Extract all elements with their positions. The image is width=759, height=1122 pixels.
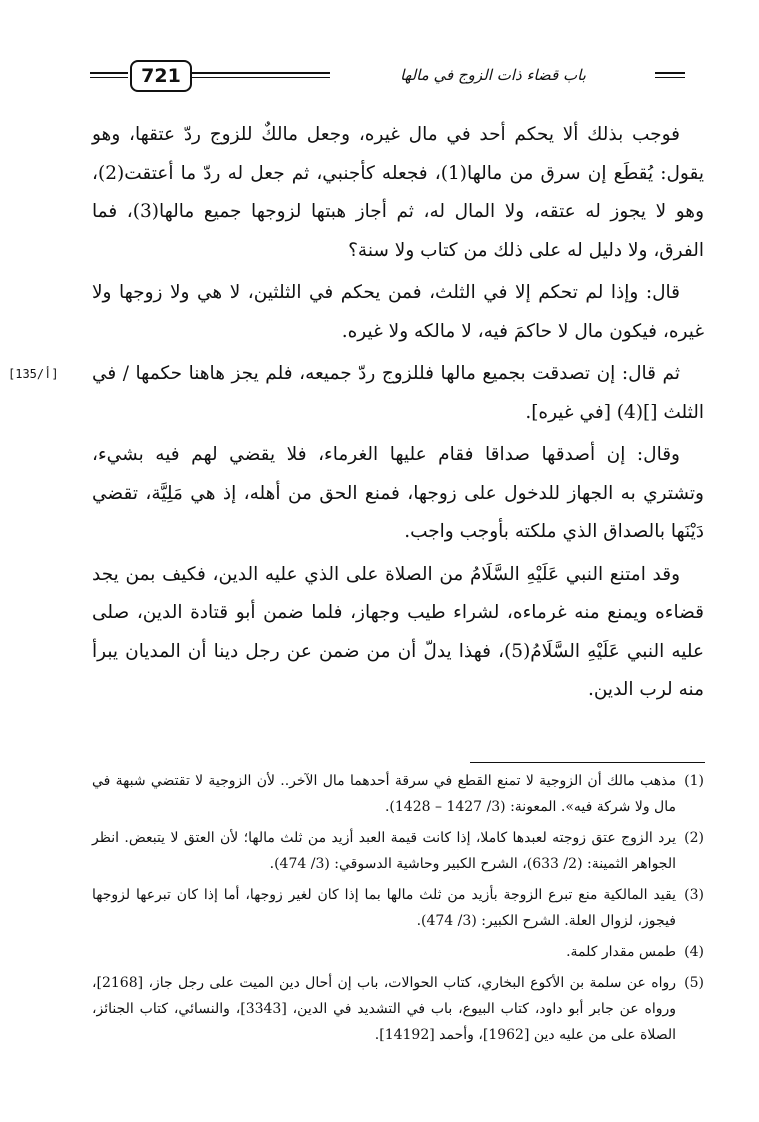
footnote-number: (4) xyxy=(684,944,704,960)
footnote-text: يقيد المالكية منع تبرع الزوجة بأزيد من ثلث مالها بما إذا كان لغير زوجها، أما إذا كان تبرعها لزوجها فيجوز، لزوال العلة. الشرح الكبير: (3/ 474). xyxy=(92,887,676,929)
footnote xyxy=(92,768,704,820)
footnote xyxy=(92,882,704,934)
footnote xyxy=(92,939,704,965)
footnote xyxy=(92,970,704,1048)
footnote-number: (2) xyxy=(684,830,704,846)
paragraph: وقال: إن أصدقها صداقا فقام عليها الغرماء، فلا يقضي لهم فيه بشيء، وتشتري به الجهاز للدخول على زوجها، فمنع الحق من أهله، إذ هي مَلِيَّة، تقضي دَيْنَها بالصداق الذي ملكته بأوجب واجب. xyxy=(92,444,704,542)
footnote-text: يرد الزوج عتق زوجته لعبدها كاملا، إذا كانت قيمة العبد أزيد من ثلث مالها؛ لأن العتق لا يتبعض. انظر الجواهر الثمينة: (2/ 633)، الشرح الكبير وحاشية الدسوقي: (3/ 474). xyxy=(92,830,676,872)
footnote-text: رواه عن سلمة بن الأكوع البخاري، كتاب الحوالات، باب إن أحال دين الميت على رجل جاز، [2168]، ورواه عن جابر أبو داود، كتاب البيوع، باب في التشديد في الدين، [3343]، والنسائي، كتاب الجنائز، الصلاة على من عليه دين [1962]، وأحمد [14192]. xyxy=(92,975,676,1043)
manuscript-folio-marker: [135/أ] xyxy=(8,367,59,381)
page-header xyxy=(90,60,685,92)
paragraph: فوجب بذلك ألا يحكم أحد في مال غيره، وجعل مالكٌ للزوج ردّ عتقها، وهو يقول: يُقطَع إن سرق من مالها(1)، فجعله كأجنبي، ثم جعل له ردّ ما أعتقت(2)، وهو لا يجوز له عتقه، ولا المال له، ثم أجاز هبتها لزوجها جميع مالها(3)، فما الفرق، ولا دليل له على ذلك من كتاب ولا سنة؟ xyxy=(92,124,704,261)
running-title: باب قضاء ذات الزوج في مالها xyxy=(400,66,586,84)
header-rule-middle xyxy=(190,72,330,78)
paragraph: ثم قال: إن تصدقت بجميع مالها فللزوج ردّ جميعه، فلم يجز هاهنا حكمها / في الثلث [](4) [في غيره]. xyxy=(92,363,704,423)
footnote-number: (1) xyxy=(684,773,704,789)
footnotes xyxy=(92,768,704,1053)
paragraph: وقد امتنع النبي عَلَيْهِ السَّلَامُ من الصلاة على الذي عليه الدين، فكيف بمن يجد قضاءه ويمنع منه غرماءه، لشراء طيب وجهاز، فلما ضمن أبو قتادة الدين، صلى عليه النبي عَلَيْهِ السَّلَامُ(5)، فهذا يدلّ أن من ضمن عن رجل دينا أن المديان يبرأ منه لرب الدين. xyxy=(92,563,704,700)
footnote xyxy=(92,825,704,877)
header-rule-left xyxy=(90,72,128,78)
paragraph: قال: وإذا لم تحكم إلا في الثلث، فمن يحكم في الثلثين، لا هي ولا زوجها ولا غيره، فيكون مال لا حاكمَ فيه، لا مالكه ولا غيره. xyxy=(92,282,704,342)
footnote-text: طمس مقدار كلمة. xyxy=(566,944,676,960)
footnote-number: (3) xyxy=(684,887,704,903)
main-text xyxy=(92,116,704,714)
header-rule-right xyxy=(655,72,685,78)
page-number: 721 xyxy=(130,60,192,92)
footnote-text: مذهب مالك أن الزوجية لا تمنع القطع في سرقة أحدهما مال الآخر.. لأن الزوجية لا تقتضي شبهة في مال ولا شركة فيه». المعونة: (3/ 1427 – 1428). xyxy=(92,773,676,815)
footnote-separator xyxy=(470,762,705,763)
footnote-number: (5) xyxy=(684,975,704,991)
